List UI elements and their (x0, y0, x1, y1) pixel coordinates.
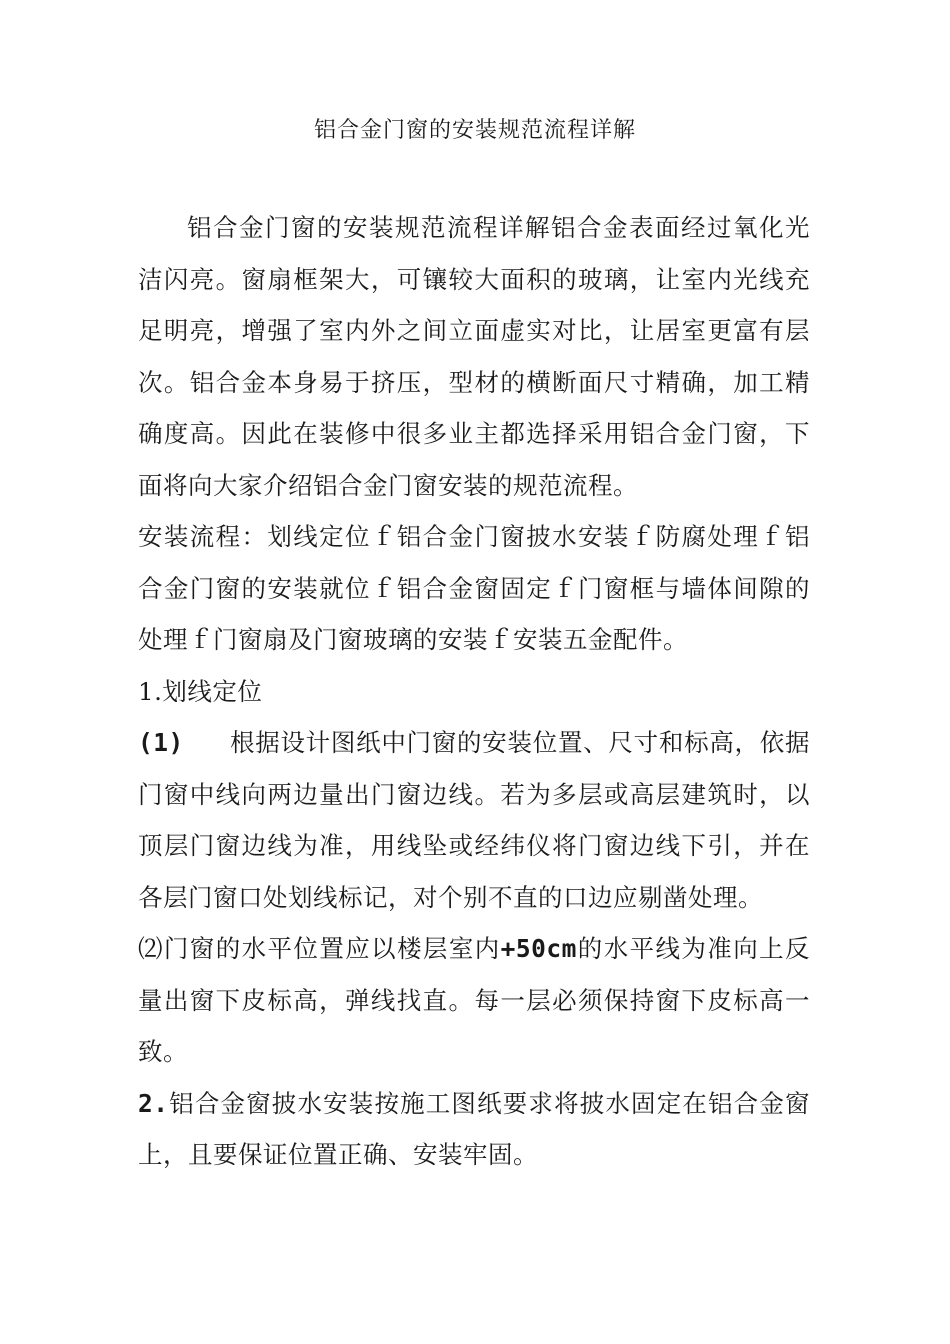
item-2-marker: ⑵ (138, 934, 164, 963)
item-1-text: 根据设计图纸中门窗的安装位置、尺寸和标高，依据门窗中线向两边量出门窗边线。若为多层或高层建筑时，以顶层门窗边线为准，用线坠或经纬仪将门窗边线下引，并在各层门窗口处划线标记，对个别不直的口边应剔凿处理。 (138, 728, 810, 912)
item-2-value: +50cm (500, 934, 577, 963)
item-1-paragraph (138, 717, 810, 923)
item-2-paragraph (138, 923, 810, 1078)
item-1-marker: (1) (138, 728, 184, 757)
section-2-text: 铝合金窗披水安装按施工图纸要求将披水固定在铝合金窗上，且要保证位置正确、安装牢固。 (138, 1088, 810, 1169)
process-paragraph: 安装流程：划线定位ｆ铝合金门窗披水安装ｆ防腐处理ｆ铝合金门窗的安装就位ｆ铝合金窗固定ｆ门窗框与墙体间隙的处理ｆ门窗扇及门窗玻璃的安装ｆ安装五金配件。 (138, 522, 810, 654)
section-2-number: 2. (138, 1088, 169, 1118)
intro-paragraph: 铝合金门窗的安装规范流程详解铝合金表面经过氧化光洁闪亮。窗扇框架大，可镶较大面积的玻璃，让室内光线充足明亮，增强了室内外之间立面虚实对比，让居室更富有层次。铝合金本身易于挤压，型材的横断面尺寸精确，加工精确度高。因此在装修中很多业主都选择采用铝合金门窗，下面将向大家介绍铝合金门窗安装的规范流程。 (138, 213, 810, 500)
item-2-text-after: 的水平线为准向上反量出窗下皮标高，弹线找直。每一层必须保持窗下皮标高一致。 (138, 934, 811, 1066)
section-2-paragraph (138, 1078, 810, 1181)
item-2-text-before: 门窗的水平位置应以楼层室内 (163, 934, 501, 963)
document-body (138, 202, 810, 1181)
section-1-heading: 1.划线定位 (138, 676, 263, 706)
document-title: 铝合金门窗的安装规范流程详解 (313, 118, 636, 143)
